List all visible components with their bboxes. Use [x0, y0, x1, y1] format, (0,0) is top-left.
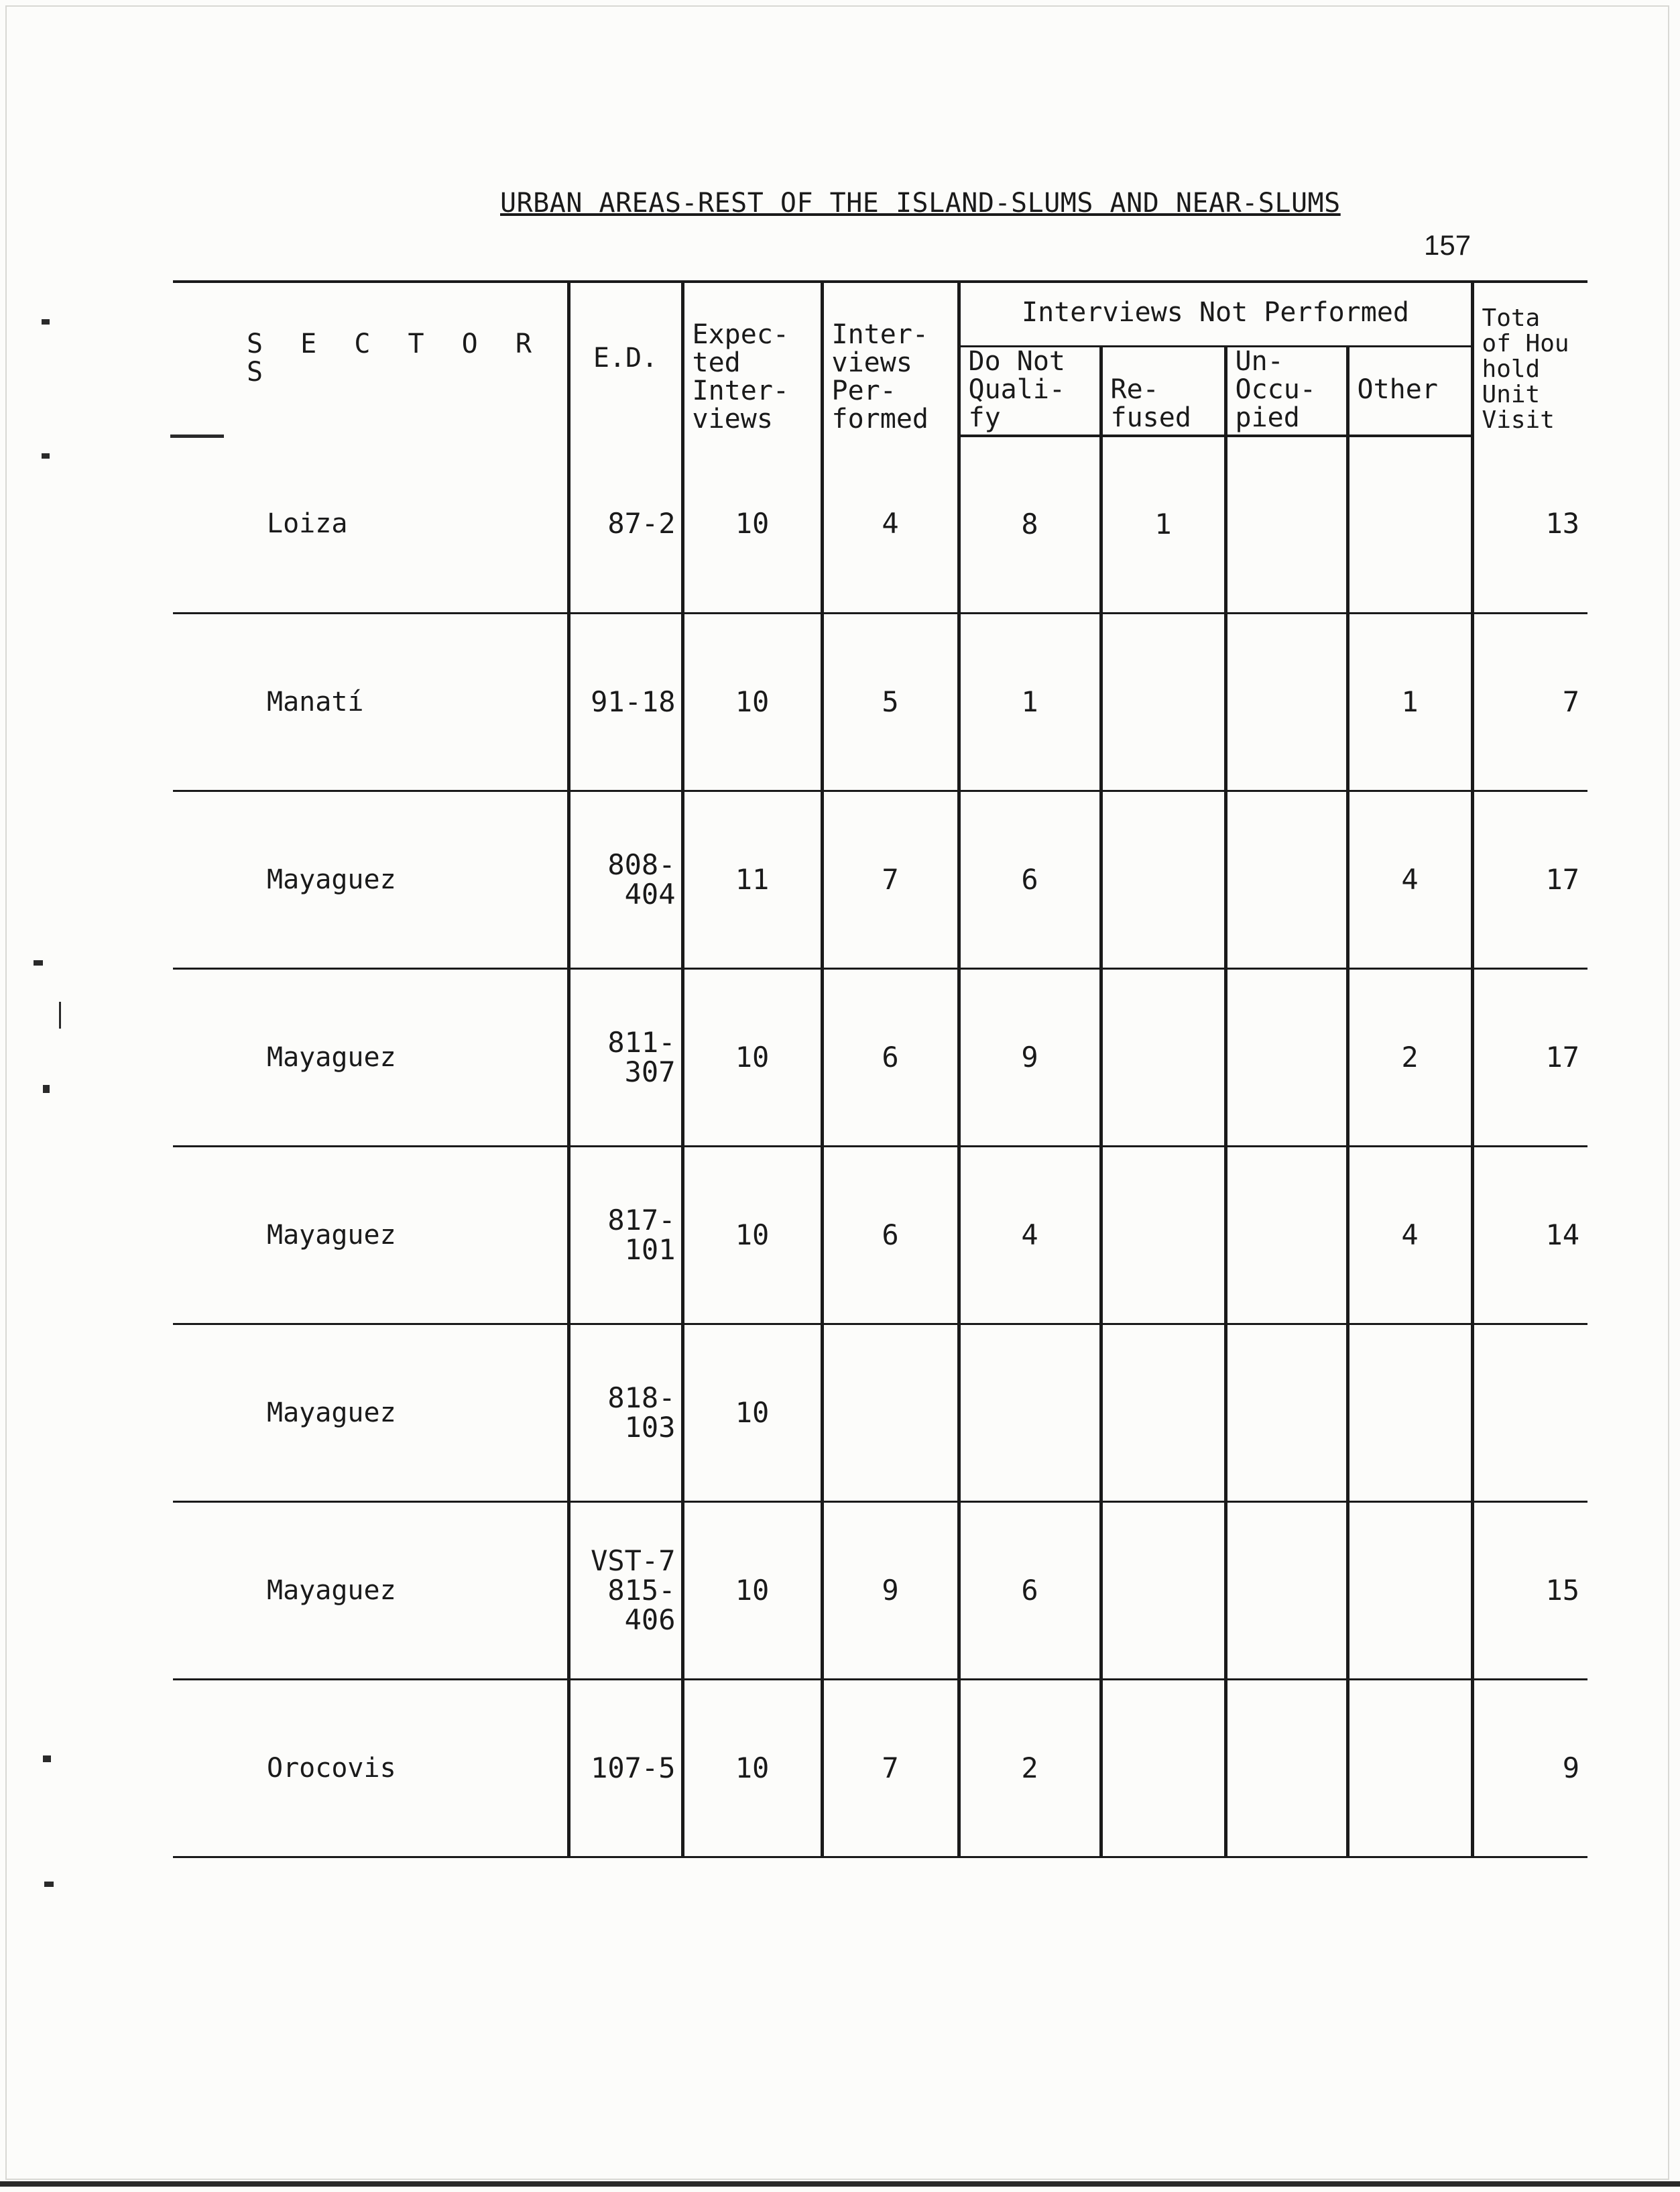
cell-do-not-qualify: 6	[959, 791, 1101, 969]
page-bottom-edge	[0, 2181, 1680, 2187]
cell-expected: 10	[682, 1147, 822, 1324]
cell-expected: 10	[682, 436, 822, 614]
cell-ed: 808- 404	[568, 791, 682, 969]
header-total: Tota of Hou hold Unit Visit	[1472, 282, 1587, 436]
cell-unoccupied	[1225, 436, 1347, 614]
cell-do-not-qualify: 1	[959, 614, 1101, 791]
header-expected: Expec- ted Inter- views	[682, 282, 822, 436]
margin-speck	[42, 453, 50, 459]
cell-refused	[1101, 614, 1225, 791]
cell-expected: 10	[682, 1502, 822, 1680]
table-row	[173, 1324, 1587, 1502]
cell-ed: VST-7 815- 406	[568, 1502, 682, 1680]
cell-performed: 9	[822, 1502, 959, 1680]
cell-do-not-qualify: 2	[959, 1680, 1101, 1857]
cell-do-not-qualify: 8	[959, 436, 1101, 614]
cell-refused	[1101, 791, 1225, 969]
cell-total: 9	[1472, 1680, 1587, 1857]
cell-unoccupied	[1225, 1680, 1347, 1857]
cell-do-not-qualify: 6	[959, 1502, 1101, 1680]
cell-sector: Mayaguez	[173, 1502, 568, 1680]
table-body	[173, 436, 1587, 1857]
header-row-top	[173, 282, 1587, 346]
cell-unoccupied	[1225, 791, 1347, 969]
cell-other	[1347, 1502, 1472, 1680]
cell-total: 7	[1472, 614, 1587, 791]
cell-total: 13	[1472, 436, 1587, 614]
cell-other	[1347, 1324, 1472, 1502]
margin-speck	[43, 1085, 50, 1093]
table-row	[173, 436, 1587, 614]
cell-sector: Mayaguez	[173, 791, 568, 969]
margin-speck	[34, 960, 43, 966]
cell-sector: Orocovis	[173, 1680, 568, 1857]
table-row	[173, 1680, 1587, 1857]
cell-total: 15	[1472, 1502, 1587, 1680]
cell-expected: 10	[682, 614, 822, 791]
cell-performed: 4	[822, 436, 959, 614]
table-row	[173, 1147, 1587, 1324]
cell-do-not-qualify: 4	[959, 1147, 1101, 1324]
cell-unoccupied	[1225, 1147, 1347, 1324]
cell-unoccupied	[1225, 1502, 1347, 1680]
margin-speck	[43, 1755, 51, 1762]
cell-ed: 87-2	[568, 436, 682, 614]
header-ed: E.D.	[568, 282, 682, 436]
cell-other: 4	[1347, 1147, 1472, 1324]
header-performed: Inter- views Per- formed	[822, 282, 959, 436]
cell-performed	[822, 1324, 959, 1502]
cell-total: 17	[1472, 791, 1587, 969]
cell-expected: 10	[682, 969, 822, 1147]
cell-ed: 818- 103	[568, 1324, 682, 1502]
cell-total	[1472, 1324, 1587, 1502]
header-not-performed-group: Interviews Not Performed	[959, 282, 1472, 346]
cell-sector: Mayaguez	[173, 1147, 568, 1324]
cell-performed: 7	[822, 1680, 959, 1857]
cell-refused	[1101, 1680, 1225, 1857]
margin-speck	[170, 435, 224, 438]
page-number: 157	[1424, 229, 1472, 261]
table-row	[173, 1502, 1587, 1680]
cell-do-not-qualify: 9	[959, 969, 1101, 1147]
cell-performed: 6	[822, 1147, 959, 1324]
margin-speck	[44, 1882, 54, 1887]
cell-other: 2	[1347, 969, 1472, 1147]
survey-table	[173, 280, 1587, 1858]
header-do-not-qualify: Do Not Quali- fy	[959, 346, 1101, 436]
header-unoccupied: Un- Occu- pied	[1225, 346, 1347, 436]
page-title: URBAN AREAS-REST OF THE ISLAND-SLUMS AND NEAR-SLUMS	[500, 188, 1341, 219]
cell-ed: 817- 101	[568, 1147, 682, 1324]
cell-do-not-qualify	[959, 1324, 1101, 1502]
margin-speck	[59, 1002, 61, 1029]
cell-refused	[1101, 969, 1225, 1147]
table-row	[173, 614, 1587, 791]
cell-expected: 10	[682, 1680, 822, 1857]
cell-expected: 10	[682, 1324, 822, 1502]
cell-ed: 107-5	[568, 1680, 682, 1857]
margin-speck	[42, 319, 50, 325]
cell-performed: 5	[822, 614, 959, 791]
cell-refused	[1101, 1324, 1225, 1502]
cell-other: 4	[1347, 791, 1472, 969]
table-row	[173, 969, 1587, 1147]
cell-refused	[1101, 1147, 1225, 1324]
header-other: Other	[1347, 346, 1472, 436]
cell-refused	[1101, 1502, 1225, 1680]
cell-performed: 6	[822, 969, 959, 1147]
cell-sector: Mayaguez	[173, 1324, 568, 1502]
cell-ed: 91-18	[568, 614, 682, 791]
cell-unoccupied	[1225, 1324, 1347, 1502]
cell-performed: 7	[822, 791, 959, 969]
cell-other: 1	[1347, 614, 1472, 791]
cell-other	[1347, 436, 1472, 614]
cell-sector: Loiza	[173, 436, 568, 614]
cell-expected: 11	[682, 791, 822, 969]
cell-total: 17	[1472, 969, 1587, 1147]
cell-other	[1347, 1680, 1472, 1857]
cell-sector: Manatí	[173, 614, 568, 791]
table-row	[173, 791, 1587, 969]
cell-ed: 811- 307	[568, 969, 682, 1147]
cell-unoccupied	[1225, 969, 1347, 1147]
cell-refused: 1	[1101, 436, 1225, 614]
cell-total: 14	[1472, 1147, 1587, 1324]
cell-sector: Mayaguez	[173, 969, 568, 1147]
cell-unoccupied	[1225, 614, 1347, 791]
header-sectors: S E C T O R S	[173, 282, 568, 436]
header-refused: Re- fused	[1101, 346, 1225, 436]
